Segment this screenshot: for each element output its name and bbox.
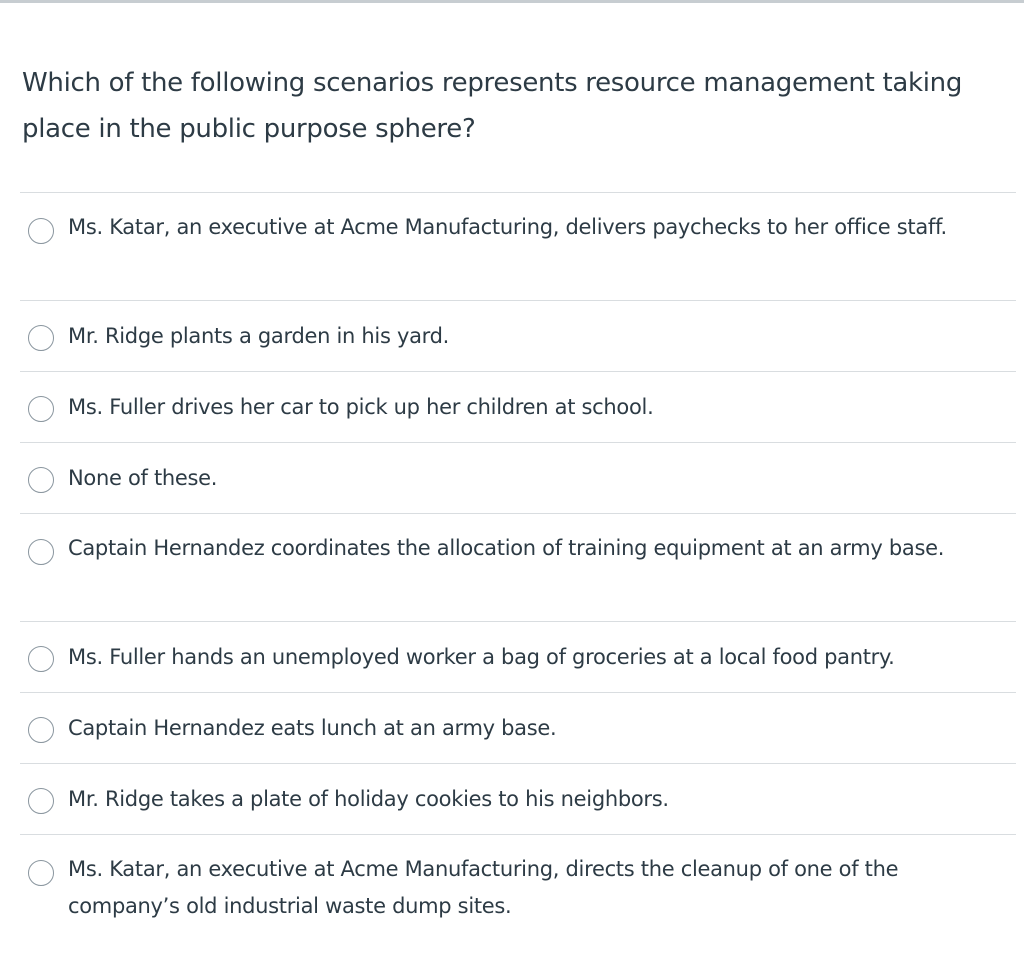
answer-option-1[interactable] <box>20 193 1016 301</box>
radio-button-6[interactable] <box>28 646 54 672</box>
radio-button-9[interactable] <box>28 860 54 886</box>
answer-option-7[interactable] <box>20 693 1016 764</box>
radio-button-5[interactable] <box>28 539 54 565</box>
answer-label-5: Captain Hernandez coordinates the allocation of training equipment at an army base. <box>68 536 945 560</box>
answer-label-4: None of these. <box>68 466 218 490</box>
answer-label-2: Mr. Ridge plants a garden in his yard. <box>68 324 450 348</box>
answer-list <box>20 192 1016 955</box>
answer-option-8[interactable] <box>20 764 1016 835</box>
answer-option-3[interactable] <box>20 372 1016 443</box>
top-divider <box>0 0 1024 3</box>
answer-label-8: Mr. Ridge takes a plate of holiday cookies to his neighbors. <box>68 787 669 811</box>
answer-option-6[interactable] <box>20 622 1016 693</box>
radio-button-8[interactable] <box>28 788 54 814</box>
radio-button-7[interactable] <box>28 717 54 743</box>
answer-option-2[interactable] <box>20 301 1016 372</box>
answer-label-3: Ms. Fuller drives her car to pick up her children at school. <box>68 395 654 419</box>
answer-label-6: Ms. Fuller hands an unemployed worker a bag of groceries at a local food pantry. <box>68 645 895 669</box>
answer-option-9[interactable] <box>20 835 1016 955</box>
radio-button-1[interactable] <box>28 218 54 244</box>
answer-option-5[interactable] <box>20 514 1016 622</box>
answer-label-1: Ms. Katar, an executive at Acme Manufacturing, delivers paychecks to her office staff. <box>68 215 947 239</box>
answer-label-9: Ms. Katar, an executive at Acme Manufacturing, directs the cleanup of one of the company’s old industrial waste dump sites. <box>68 857 899 918</box>
radio-button-3[interactable] <box>28 396 54 422</box>
answer-label-7: Captain Hernandez eats lunch at an army base. <box>68 716 557 740</box>
radio-button-2[interactable] <box>28 325 54 351</box>
radio-button-4[interactable] <box>28 467 54 493</box>
answer-option-4[interactable] <box>20 443 1016 514</box>
question-text: Which of the following scenarios represents resource management taking place in the public purpose sphere? <box>22 68 963 144</box>
